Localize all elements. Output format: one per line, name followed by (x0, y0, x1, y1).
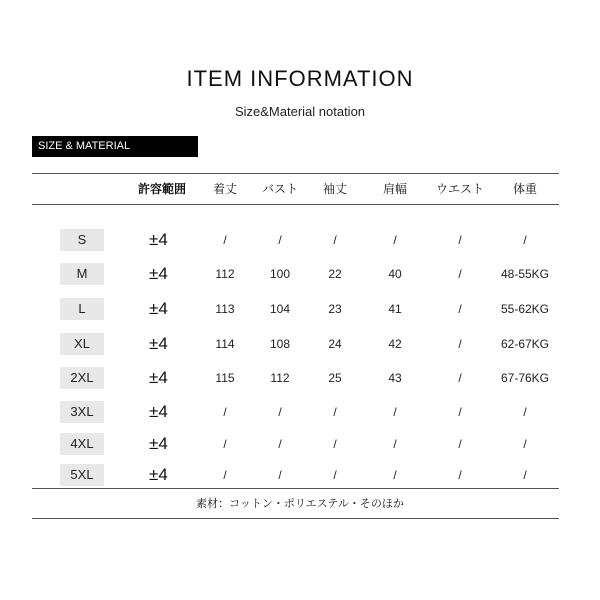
weight-value: 55-62KG (500, 302, 550, 316)
bust-value: / (278, 437, 282, 451)
size-label: L (60, 298, 104, 320)
table-row (0, 430, 600, 458)
table-row (0, 398, 600, 426)
table-row (0, 295, 600, 323)
table-row (0, 330, 600, 358)
bust-value: 108 (269, 337, 291, 351)
weight-value: 48-55KG (500, 267, 550, 281)
waist-value: / (458, 267, 462, 281)
table-row (0, 260, 600, 288)
length-value: / (223, 437, 227, 451)
size-label: S (60, 229, 104, 251)
table-top-rule (32, 173, 559, 174)
sleeve-value: 25 (328, 371, 342, 385)
size-label: 2XL (60, 367, 104, 389)
header-shoulder: 肩幅 (382, 182, 408, 196)
tolerance-value: ±4 (149, 402, 168, 421)
shoulder-value: / (393, 405, 397, 419)
waist-value: / (458, 437, 462, 451)
length-value: 114 (215, 337, 235, 351)
tolerance-value: ±4 (149, 230, 168, 249)
table-row (0, 364, 600, 392)
material-note: 素材：コットン・ポリエステル・そのほか (196, 498, 404, 510)
shoulder-value: / (393, 233, 397, 247)
bust-value: 104 (269, 302, 291, 316)
bust-value: 112 (270, 371, 290, 385)
size-label: XL (60, 333, 104, 355)
waist-value: / (458, 337, 462, 351)
size-label: M (60, 263, 104, 285)
weight-value: 67-76KG (500, 371, 550, 385)
section-label: SIZE & MATERIAL (32, 136, 198, 157)
tolerance-value: ±4 (149, 368, 168, 387)
waist-value: / (458, 302, 462, 316)
weight-value: / (523, 468, 527, 482)
tolerance-value: ±4 (149, 465, 168, 484)
header-tolerance: 許容範囲 (137, 182, 187, 196)
waist-value: / (458, 468, 462, 482)
sleeve-value: / (333, 405, 337, 419)
size-label: 4XL (60, 433, 104, 455)
header-weight: 体重 (512, 182, 538, 196)
header-bottom-rule (32, 204, 559, 205)
shoulder-value: / (393, 437, 397, 451)
sleeve-value: 23 (328, 302, 342, 316)
waist-value: / (458, 371, 462, 385)
shoulder-value: / (393, 468, 397, 482)
bust-value: / (278, 468, 282, 482)
page-title: ITEM INFORMATION (186, 66, 414, 91)
header-length: 着丈 (212, 182, 238, 196)
table-row (0, 226, 600, 254)
bust-value: 100 (269, 267, 291, 281)
sleeve-value: / (333, 233, 337, 247)
length-value: 113 (215, 302, 235, 316)
waist-value: / (458, 233, 462, 247)
weight-value: / (523, 405, 527, 419)
sleeve-value: / (333, 468, 337, 482)
bust-value: / (278, 233, 282, 247)
shoulder-value: 40 (388, 267, 402, 281)
material-bottom-rule (32, 518, 559, 519)
header-waist: ウエスト (435, 182, 485, 196)
sleeve-value: 22 (328, 267, 342, 281)
shoulder-value: 42 (388, 337, 402, 351)
page-subtitle: Size&Material notation (234, 104, 366, 119)
sleeve-value: / (333, 437, 337, 451)
weight-value: / (523, 233, 527, 247)
length-value: / (223, 405, 227, 419)
tolerance-value: ±4 (149, 334, 168, 353)
tolerance-value: ±4 (149, 264, 168, 283)
header-bust: バスト (261, 182, 299, 196)
shoulder-value: 43 (388, 371, 402, 385)
weight-value: / (523, 437, 527, 451)
shoulder-value: 41 (388, 302, 402, 316)
size-label: 3XL (60, 401, 104, 423)
size-label: 5XL (60, 464, 104, 486)
length-value: 112 (215, 267, 235, 281)
header-sleeve: 袖丈 (322, 182, 348, 196)
length-value: / (223, 468, 227, 482)
weight-value: 62-67KG (500, 337, 550, 351)
sleeve-value: 24 (328, 337, 342, 351)
bust-value: / (278, 405, 282, 419)
waist-value: / (458, 405, 462, 419)
tolerance-value: ±4 (149, 434, 168, 453)
table-row (0, 461, 600, 489)
tolerance-value: ±4 (149, 299, 168, 318)
length-value: / (223, 233, 227, 247)
length-value: 115 (215, 371, 235, 385)
